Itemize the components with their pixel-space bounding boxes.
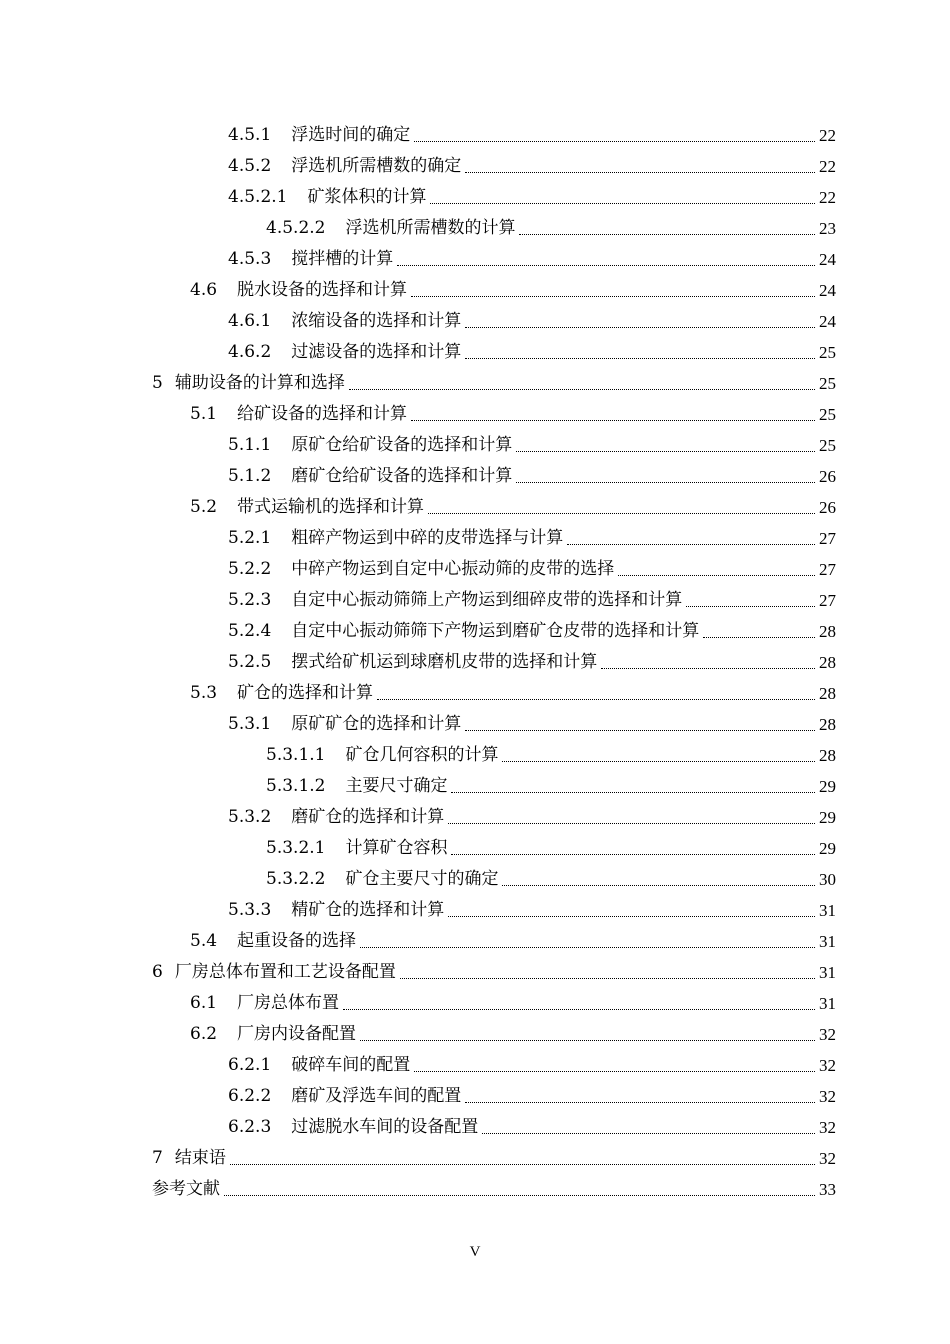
toc-leader-dots (516, 451, 815, 452)
toc-entry-number: 5.3.2.2 (266, 869, 326, 889)
toc-entry-title: 原矿仓给矿设备的选择和计算 (291, 435, 513, 455)
toc-leader-dots (448, 823, 815, 824)
toc-entry-title: 厂房总体布置 (237, 993, 340, 1013)
toc-entry-page: 29 (819, 808, 836, 827)
toc-entry-page: 25 (819, 343, 836, 362)
toc-entry-page: 29 (819, 839, 836, 858)
toc-entry-page: 24 (819, 281, 836, 300)
toc-entry[interactable] (228, 306, 836, 337)
toc-entry-title: 摆式给矿机运到球磨机皮带的选择和计算 (291, 652, 598, 672)
toc-entry-title: 浮选机所需槽数的确定 (291, 156, 462, 176)
toc-entry-page: 24 (819, 312, 836, 331)
toc-leader-dots (428, 513, 815, 514)
toc-leader-dots (411, 420, 815, 421)
toc-leader-dots (703, 637, 815, 638)
toc-leader-dots (618, 575, 815, 576)
toc-entry-title: 中碎产物运到自定中心振动筛的皮带的选择 (291, 559, 615, 579)
toc-entry-title: 过滤脱水车间的设备配置 (291, 1117, 479, 1137)
toc-entry-title: 脱水设备的选择和计算 (237, 280, 408, 300)
toc-entry-number: 5.2.1 (228, 528, 272, 548)
toc-entry-page: 32 (819, 1087, 836, 1106)
toc-entry-page: 26 (819, 498, 836, 517)
toc-entry-number: 4.5.1 (228, 125, 272, 145)
toc-entry-page: 24 (819, 250, 836, 269)
toc-entry-page: 22 (819, 188, 836, 207)
toc-entry[interactable] (190, 1019, 836, 1050)
toc-entry-page: 28 (819, 715, 836, 734)
toc-entry[interactable] (152, 1174, 836, 1205)
toc-leader-dots (411, 296, 815, 297)
toc-leader-dots (430, 203, 815, 204)
toc-entry-number: 4.5.3 (228, 249, 272, 269)
toc-entry-page: 25 (819, 405, 836, 424)
toc-entry[interactable] (190, 492, 836, 523)
toc-entry[interactable] (228, 647, 836, 678)
toc-entry[interactable] (190, 988, 836, 1019)
toc-entry[interactable] (190, 926, 836, 957)
toc-leader-dots (377, 699, 815, 700)
toc-leader-dots (414, 1071, 815, 1072)
toc-entry-title: 过滤设备的选择和计算 (291, 342, 462, 362)
toc-entry[interactable] (228, 895, 836, 926)
toc-leader-dots (230, 1164, 815, 1165)
toc-entry-page: 29 (819, 777, 836, 796)
toc-entry[interactable] (266, 833, 836, 864)
toc-entry-title: 辅助设备的计算和选择 (174, 373, 345, 393)
toc-leader-dots (360, 1040, 815, 1041)
toc-entry-title: 矿仓的选择和计算 (237, 683, 374, 703)
toc-entry-title: 计算矿仓容积 (345, 838, 448, 858)
toc-entry-title: 带式运输机的选择和计算 (237, 497, 425, 517)
toc-entry-title: 浓缩设备的选择和计算 (291, 311, 462, 331)
toc-entry[interactable] (190, 275, 836, 306)
toc-entry-page: 28 (819, 746, 836, 765)
toc-entry[interactable] (228, 461, 836, 492)
toc-entry-number: 6 (152, 962, 163, 982)
toc-entry-page: 28 (819, 653, 836, 672)
toc-leader-dots (601, 668, 815, 669)
toc-leader-dots (516, 482, 815, 483)
toc-entry-title: 自定中心振动筛筛上产物运到细碎皮带的选择和计算 (291, 590, 683, 610)
toc-leader-dots (343, 1009, 815, 1010)
toc-entry-title: 粗碎产物运到中碎的皮带选择与计算 (291, 528, 564, 548)
toc-entry-page: 25 (819, 436, 836, 455)
toc-entry-page: 26 (819, 467, 836, 486)
toc-entry-title: 矿浆体积的计算 (307, 187, 427, 207)
toc-entry-number: 4.6.2 (228, 342, 272, 362)
toc-leader-dots (451, 854, 815, 855)
toc-entry-number: 5 (152, 373, 163, 393)
toc-entry[interactable] (228, 616, 836, 647)
toc-entry-number: 5.4 (190, 931, 218, 951)
toc-entry-number: 4.5.2.1 (228, 187, 288, 207)
toc-entry-number: 4.6.1 (228, 311, 272, 331)
toc-entry-number: 5.3.1 (228, 714, 272, 734)
toc-leader-dots (349, 389, 815, 390)
toc-entry[interactable] (228, 585, 836, 616)
toc-entry-number: 6.1 (190, 993, 218, 1013)
toc-entry-title: 磨矿及浮选车间的配置 (291, 1086, 462, 1106)
toc-entry-page: 32 (819, 1149, 836, 1168)
toc-entry[interactable] (228, 554, 836, 585)
toc-entry-number: 5.2.2 (228, 559, 272, 579)
toc-entry-number: 5.3.2.1 (266, 838, 326, 858)
toc-entry[interactable] (228, 1081, 836, 1112)
toc-leader-dots (224, 1195, 815, 1196)
toc-entry-page: 31 (819, 901, 836, 920)
toc-entry[interactable] (190, 678, 836, 709)
toc-entry-page: 27 (819, 560, 836, 579)
toc-entry-number: 7 (152, 1148, 163, 1168)
toc-entry[interactable] (228, 709, 836, 740)
toc-entry[interactable] (228, 1112, 836, 1143)
toc-entry[interactable] (228, 244, 836, 275)
toc-leader-dots (397, 265, 815, 266)
toc-entry-number: 4.5.2.2 (266, 218, 326, 238)
toc-entry-page: 31 (819, 963, 836, 982)
toc-entry-page: 23 (819, 219, 836, 238)
toc-entry-page: 32 (819, 1118, 836, 1137)
toc-leader-dots (482, 1133, 815, 1134)
toc-entry-title: 精矿仓的选择和计算 (291, 900, 445, 920)
toc-entry[interactable] (152, 957, 836, 988)
toc-entry[interactable] (228, 523, 836, 554)
toc-entry-title: 给矿设备的选择和计算 (237, 404, 408, 424)
toc-leader-dots (451, 792, 815, 793)
toc-leader-dots (465, 327, 815, 328)
toc-entry-title: 主要尺寸确定 (345, 776, 448, 796)
toc-entry-number: 5.1 (190, 404, 218, 424)
toc-entry-title: 自定中心振动筛筛下产物运到磨矿仓皮带的选择和计算 (291, 621, 700, 641)
toc-entry[interactable] (228, 120, 836, 151)
toc-entry-title: 磨矿仓给矿设备的选择和计算 (291, 466, 513, 486)
toc-leader-dots (465, 1102, 815, 1103)
toc-leader-dots (465, 358, 815, 359)
toc-entry-page: 25 (819, 374, 836, 393)
toc-entry-page: 28 (819, 622, 836, 641)
page-number: V (469, 1244, 481, 1260)
toc-entry-number: 5.2.3 (228, 590, 272, 610)
toc-leader-dots (502, 885, 815, 886)
toc-entry[interactable] (228, 151, 836, 182)
toc-entry-number: 6.2.1 (228, 1055, 272, 1075)
toc-leader-dots (465, 172, 815, 173)
toc-entry-page: 32 (819, 1025, 836, 1044)
toc-entry-title: 浮选时间的确定 (291, 125, 411, 145)
toc-entry-title: 起重设备的选择 (237, 931, 357, 951)
toc-entry-page: 31 (819, 932, 836, 951)
toc-entry-number: 4.6 (190, 280, 218, 300)
toc-entry[interactable] (266, 213, 836, 244)
toc-entry-number: 5.3 (190, 683, 218, 703)
toc-leader-dots (686, 606, 815, 607)
toc-entry-title: 浮选机所需槽数的计算 (345, 218, 516, 238)
table-of-contents (0, 120, 950, 1205)
toc-entry-page: 27 (819, 529, 836, 548)
toc-leader-dots (360, 947, 815, 948)
toc-entry-number: 5.3.2 (228, 807, 272, 827)
toc-entry-page: 22 (819, 126, 836, 145)
toc-entry[interactable] (266, 740, 836, 771)
toc-entry-title: 参考文献 (152, 1179, 220, 1199)
toc-entry-page: 32 (819, 1056, 836, 1075)
toc-entry[interactable] (190, 399, 836, 430)
toc-entry-page: 27 (819, 591, 836, 610)
toc-entry-title: 厂房内设备配置 (237, 1024, 357, 1044)
toc-entry-title: 原矿矿仓的选择和计算 (291, 714, 462, 734)
toc-entry-number: 5.2.4 (228, 621, 272, 641)
toc-entry-title: 矿仓几何容积的计算 (345, 745, 499, 765)
toc-entry-page: 28 (819, 684, 836, 703)
toc-entry[interactable] (152, 1143, 836, 1174)
toc-entry-title: 搅拌槽的计算 (291, 249, 394, 269)
toc-leader-dots (519, 234, 815, 235)
toc-entry-title: 结束语 (174, 1148, 226, 1168)
toc-entry-number: 4.5.2 (228, 156, 272, 176)
toc-leader-dots (465, 730, 815, 731)
toc-entry-page: 33 (819, 1180, 836, 1199)
toc-entry-number: 5.3.1.1 (266, 745, 326, 765)
toc-entry-number: 5.1.1 (228, 435, 272, 455)
toc-entry-title: 矿仓主要尺寸的确定 (345, 869, 499, 889)
toc-entry-page: 31 (819, 994, 836, 1013)
toc-leader-dots (448, 916, 815, 917)
toc-entry-title: 磨矿仓的选择和计算 (291, 807, 445, 827)
toc-entry-number: 6.2 (190, 1024, 218, 1044)
toc-entry[interactable] (228, 802, 836, 833)
toc-entry[interactable] (228, 337, 836, 368)
toc-entry-number: 5.1.2 (228, 466, 272, 486)
toc-leader-dots (414, 141, 815, 142)
toc-entry[interactable] (228, 430, 836, 461)
toc-entry[interactable] (266, 771, 836, 802)
toc-entry-title: 厂房总体布置和工艺设备配置 (174, 962, 396, 982)
toc-leader-dots (567, 544, 815, 545)
toc-leader-dots (502, 761, 815, 762)
toc-entry-page: 22 (819, 157, 836, 176)
toc-entry-number: 5.2 (190, 497, 218, 517)
toc-entry-number: 5.3.3 (228, 900, 272, 920)
toc-entry[interactable] (228, 1050, 836, 1081)
toc-entry[interactable] (266, 864, 836, 895)
toc-entry-number: 5.3.1.2 (266, 776, 326, 796)
toc-leader-dots (400, 978, 815, 979)
toc-entry[interactable] (152, 368, 836, 399)
toc-entry-number: 6.2.3 (228, 1117, 272, 1137)
toc-entry-page: 30 (819, 870, 836, 889)
toc-entry-number: 5.2.5 (228, 652, 272, 672)
toc-entry[interactable] (228, 182, 836, 213)
toc-entry-number: 6.2.2 (228, 1086, 272, 1106)
toc-entry-title: 破碎车间的配置 (291, 1055, 411, 1075)
